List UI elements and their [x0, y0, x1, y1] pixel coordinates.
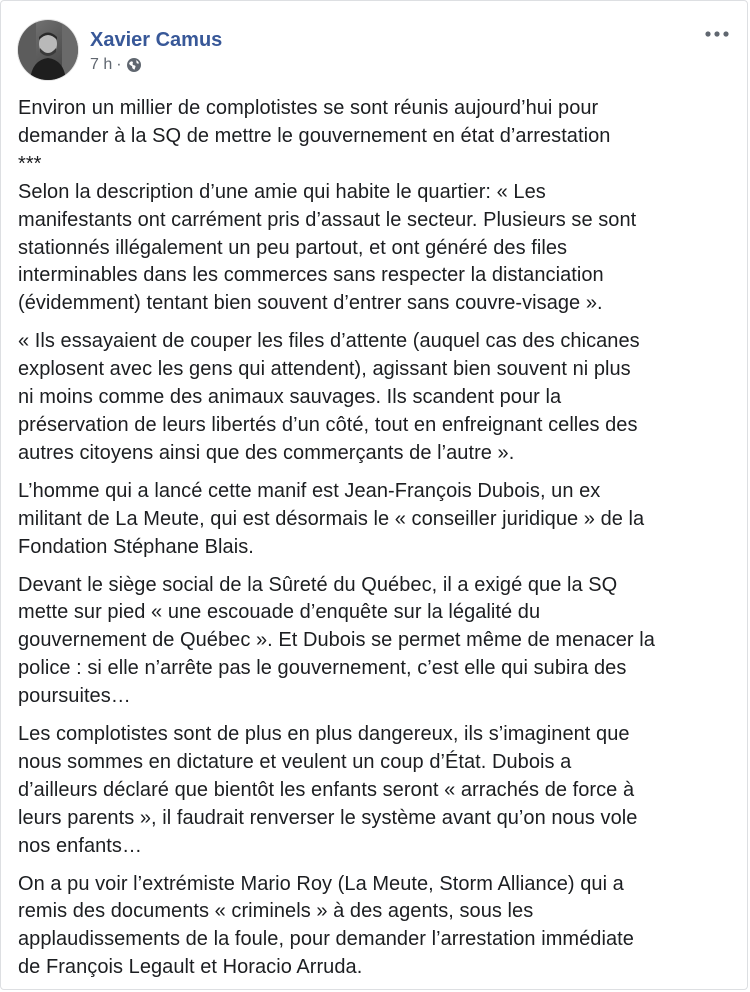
post-timestamp[interactable]: 7 h	[90, 56, 113, 73]
post-body	[18, 95, 736, 992]
post-paragraph: « Ils essayaient de couper les files d’attente (auquel cas des chicanes explosent avec les gens qui attendent), agissant bien souvent ni plus ni moins comme des animaux sauvages. Ils scandent pour la préservation de leurs libertés d’un côté, tout en enfreignant celles des autres citoyens ainsi que des commerçants de l’autre ».	[18, 330, 640, 464]
post-paragraph: L’homme qui a lancé cette manif est Jean-François Dubois, un ex militant de La Meute, qui est désormais le « conseiller juridique » de la Fondation Stéphane Blais.	[18, 479, 645, 558]
author-avatar[interactable]	[17, 19, 79, 81]
more-options-icon	[705, 31, 729, 37]
avatar-image	[18, 20, 78, 80]
author-name-link[interactable]: Xavier Camus	[90, 29, 223, 51]
more-options-button[interactable]	[701, 24, 733, 44]
post-paragraph: On a pu voir l’extrémiste Mario Roy (La Meute, Storm Alliance) qui a remis des documents « criminels » à des agents, sous les applaudissements de la foule, pour demander l’arrestation immédiate de François Legault et Horacio Arruda.	[18, 872, 634, 979]
globe-icon[interactable]	[126, 57, 142, 73]
post-paragraph: Environ un millier de complotistes se sont réunis aujourd’hui pour demander à la SQ de mettre le gouvernement en état d’arrestation *** Selon la description d’une amie qui habite le quartier: « Les manifestants ont carrément pris d’assaut le secteur. Plusieurs se sont stationnés illégalement un peu partout, et ont généré des files interminables dans les commerces sans respecter la distanciation (évidemment) tentant bien souvent d’entrer sans couvre-visage ».	[18, 97, 637, 315]
post-paragraph: Devant le siège social de la Sûreté du Québec, il a exigé que la SQ mette sur pied « une escouade d’enquête sur la légalité du gouvernement de Québec ». Et Dubois se permet même de menacer la police : si elle n’arrête pas le gouvernement, c’est elle qui subira des poursuites…	[18, 573, 655, 708]
meta-separator: ·	[116, 56, 122, 73]
post-header	[17, 19, 733, 83]
post-meta	[90, 55, 142, 75]
post-paragraph: Les complotistes sont de plus en plus dangereux, ils s’imaginent que nous sommes en dictature et veulent un coup d’État. Dubois a d’ailleurs déclaré que bientôt les enfants seront « arrachés de force à leurs parents », il faudrait renverser le système avant qu’on nous vole nos enfants…	[18, 723, 638, 857]
